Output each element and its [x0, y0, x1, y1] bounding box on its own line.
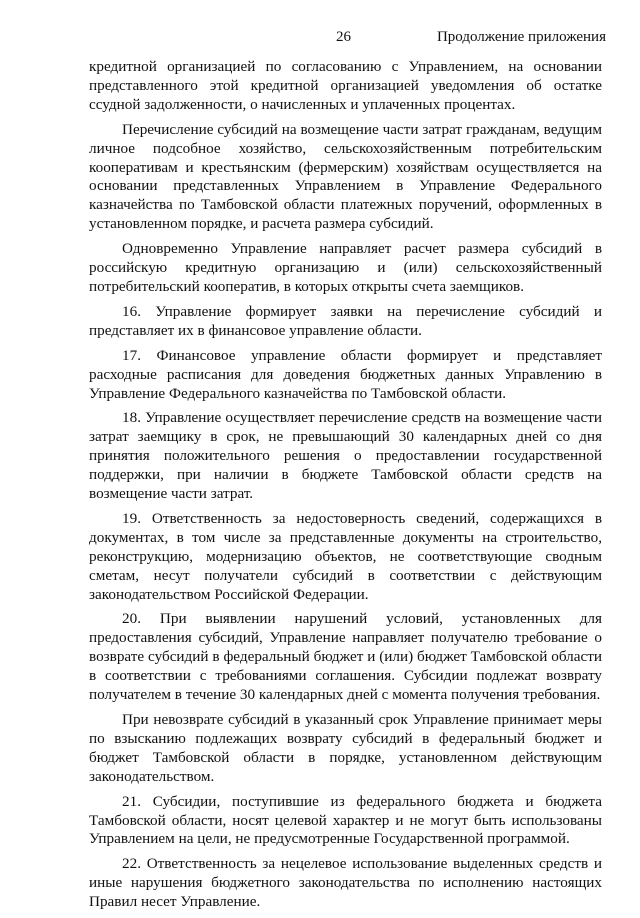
page-header: [0, 27, 640, 49]
paragraph-item-21: 21. Субсидии, поступившие из федерального бюджета и бюджета Тамбовской области, носят целевой характер и не могут быть использованы Управлением на цели, не предусмотренные Государственной программой.: [89, 792, 602, 848]
paragraph-item-17: 17. Финансовое управление области формирует и представляет расходные расписания для доведения бюджетных данных Управлению в Управление Федерального казначейства по Тамбовской области.: [89, 346, 602, 402]
paragraph-continuation: кредитной организацией по согласованию с Управлением, на основании представленного этой кредитной организацией уведомления об остатке ссудной задолженности, о начисленных и уплаченных процентах.: [89, 58, 602, 113]
paragraph-item-16: 16. Управление формирует заявки на перечисление субсидий и представляет их в финансовое управление области.: [89, 302, 602, 339]
paragraph-item-22: 22. Ответственность за нецелевое использование выделенных средств и иные нарушения бюджетного законодательства по исполнению настоящих Правил несет Управление.: [89, 855, 602, 911]
paragraph-item-18: 18. Управление осуществляет перечисление средств на возмещение части затрат заемщику в срок, не превышающий 30 календарных дней со дня принятия положительного решения о предоставлении государственной поддержки, при наличии в бюджете Тамбовской области средств на возмещение части затрат.: [89, 409, 602, 503]
document-body: [89, 58, 602, 918]
header-note: Продолжение приложения: [436, 29, 606, 45]
paragraph-item-20: 20. При выявлении нарушений условий, установленных для предоставления субсидий, Управление направляет получателю требование о возврате субсидий в федеральный бюджет и (или) бюджет Тамбовской области в соответствии с требованиями соглашения. Субсидии подлежат возврату получателем в течение 30 календарных дней с момента получения требования.: [89, 610, 602, 704]
paragraph-nonreturn: При невозврате субсидий в указанный срок Управление принимает меры по взысканию подлежащих возврату субсидий в федеральный бюджет и бюджет Тамбовской области в порядке, установленном действующим законодательством.: [89, 711, 602, 785]
paragraph-item-19: 19. Ответственность за недостоверность сведений, содержащихся в документах, в том числе за представленные документы на строительство, реконструкцию, модернизацию объектов, не соответствующие сводным сметам, несут получатели субсидий в соответствии с действующим законодательством Российской Федерации.: [89, 509, 602, 603]
paragraph-simultaneous-notice: Одновременно Управление направляет расчет размера субсидий в российскую кредитную организацию и (или) сельскохозяйственный потребительский кооператив, в которых открыты счета заемщиков.: [89, 240, 602, 295]
page-number: 26: [336, 29, 351, 45]
paragraph-subsidy-transfer: Перечисление субсидий на возмещение части затрат гражданам, ведущим личное подсобное хозяйство, сельскохозяйственным потребительским кооперативам и крестьянским (фермерским) хозяйствам осуществляется на основании представленных Управлением в Управление Федерального казначейства по Тамбовской области платежных поручений, оформленных в установленном порядке, и расчета размера субсидий.: [89, 120, 602, 233]
